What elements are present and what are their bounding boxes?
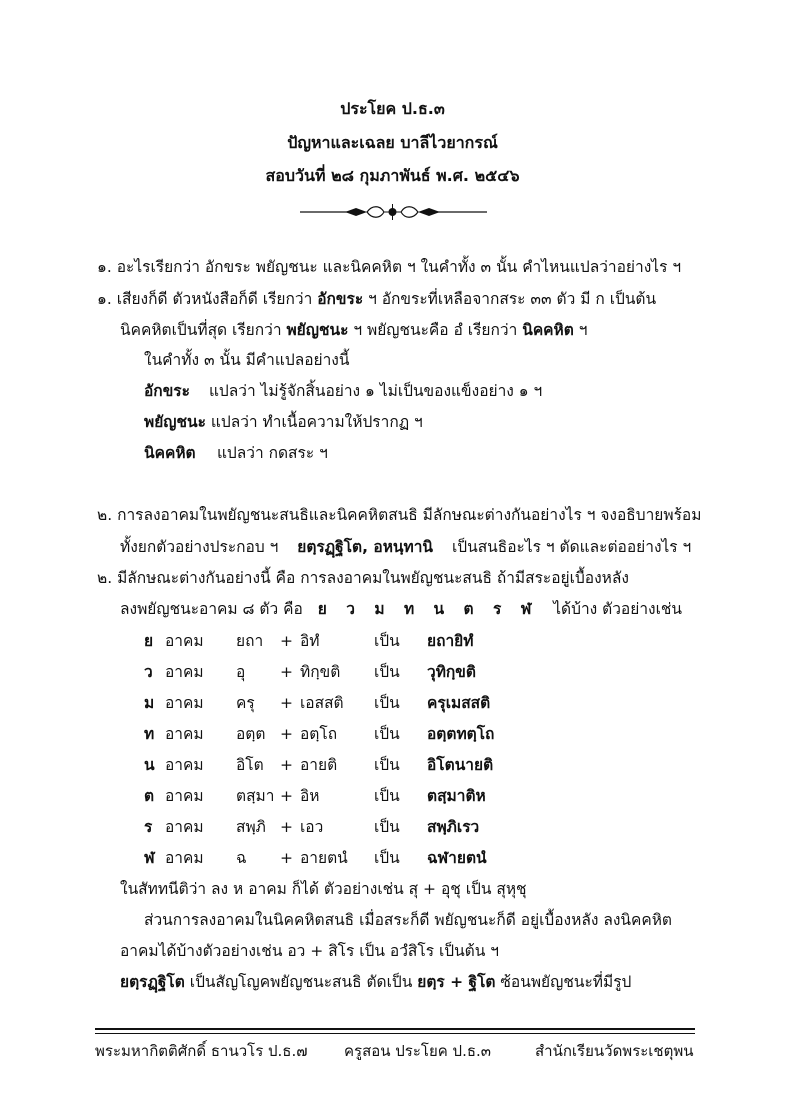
example-row xyxy=(0,722,785,746)
result-word: ครุเมสสติ xyxy=(427,694,491,712)
result-word: ยถายิทํ xyxy=(427,632,474,650)
agama-letter: ฬ xyxy=(144,849,155,867)
footer-author: พระมหากิตติศักดิ์ ธานวโร ป.ธ.๗ xyxy=(95,1042,308,1060)
q2-question-line-1: ๒. การลงอาคมในพยัญชนะสนธิและนิคคหิตสนธิ มีลักษณะต่างกันอย่างไร ฯ จงอธิบายพร้อม xyxy=(97,506,702,524)
agama-letter: ว xyxy=(144,663,153,681)
header-line-1: ประโยค ป.ธ.๓ xyxy=(340,99,445,118)
base-word: ฉ xyxy=(236,849,247,867)
definition-term: อักขระ xyxy=(144,382,190,400)
second-word: เอสสติ xyxy=(300,694,344,712)
agama-letter: ต xyxy=(144,787,155,805)
agama-letter: ย xyxy=(144,632,154,650)
is-label: เป็น xyxy=(374,694,400,712)
example-row xyxy=(0,846,785,870)
example-words: ยตฺรฏฺฐิโต, อหนฺทานิ xyxy=(297,538,434,556)
example-row xyxy=(0,815,785,839)
example-row xyxy=(0,629,785,653)
definition-text: แปลว่า ทำเนื้อความให้ปรากฏ ฯ xyxy=(210,413,423,431)
plus-sign: + xyxy=(280,725,293,743)
example-row xyxy=(0,691,785,715)
is-label: เป็น xyxy=(374,818,400,836)
header-line-2: ปัญหาและเฉลย บาลีไวยากรณ์ xyxy=(287,133,498,152)
text: ได้บ้าง ตัวอย่างเช่น xyxy=(553,600,683,618)
text: ลงพยัญชนะอาคม ๘ ตัว คือ xyxy=(120,600,303,618)
footer-role: ครูสอน ประโยค ป.ธ.๓ xyxy=(344,1042,492,1060)
agama-label: อาคม xyxy=(165,632,204,650)
text: ฯ xyxy=(578,321,588,339)
text: ซ้อนพยัญชนะที่มีรูป xyxy=(500,973,632,991)
q1-question: ๑. อะไรเรียกว่า อักขระ พยัญชนะ และนิคคหิต ฯ ในคำทั้ง ๓ นั้น คำไหนแปลว่าอย่างไร ฯ xyxy=(97,258,682,276)
plus-sign: + xyxy=(280,694,293,712)
agama-label: อาคม xyxy=(165,663,204,681)
example-row xyxy=(0,753,785,777)
example-row xyxy=(0,660,785,684)
split-word: ยตฺร + ฐิโต xyxy=(417,973,496,991)
q2-after-line-1: ในสัททนีติว่า ลง ห อาคม ก็ได้ ตัวอย่างเช่น สุ + อุชุ เป็น สุหุชุ xyxy=(120,880,527,898)
agama-letter: ร xyxy=(144,818,153,836)
q1-answer-line-1 xyxy=(97,288,656,310)
footer-institution: สำนักเรียนวัดพระเชตุพน xyxy=(535,1042,694,1060)
base-word: อุ xyxy=(236,663,246,681)
q1-answer-line-2 xyxy=(120,319,588,341)
plus-sign: + xyxy=(280,632,293,650)
base-word: อิโต xyxy=(236,756,264,774)
term-nikkhahit: นิคคหิต xyxy=(522,321,574,339)
agama-label: อาคม xyxy=(165,787,204,805)
agama-label: อาคม xyxy=(165,818,204,836)
base-word: สพฺภิ xyxy=(236,818,266,836)
base-word: อตฺต xyxy=(236,725,266,743)
term-akkhara: อักขระ xyxy=(317,290,364,308)
text: ฯ พยัญชนะคือ อํ เรียกว่า xyxy=(353,321,518,339)
plus-sign: + xyxy=(280,756,293,774)
second-word: ทิกฺขติ xyxy=(300,663,341,681)
q2-after-line-3: อาคมได้บ้างตัวอย่างเช่น อว + สิโร เป็น อวํสิโร เป็นต้น ฯ xyxy=(120,942,499,960)
result-word: อิโตนายติ xyxy=(427,756,494,774)
header-line-3: สอบวันที่ ๒๘ กุมภาพันธ์ พ.ศ. ๒๕๔๖ xyxy=(265,166,520,185)
q1-definition-2 xyxy=(144,411,423,433)
text: ฯ อักขระที่เหลือจากสระ ๓๓ ตัว มี ก เป็นต้น xyxy=(368,290,657,308)
footer-rule-thick xyxy=(95,1028,695,1030)
footer-rule-thin xyxy=(95,1033,695,1034)
agama-label: อาคม xyxy=(165,725,204,743)
second-word: อายตนํ xyxy=(300,849,348,867)
is-label: เป็น xyxy=(374,663,400,681)
text: เป็นสนธิอะไร ฯ ตัดและต่ออย่างไร ฯ xyxy=(451,538,692,556)
is-label: เป็น xyxy=(374,849,400,867)
definition-text: แปลว่า กดสระ ฯ xyxy=(216,444,328,462)
text: ทั้งยกตัวอย่างประกอบ ฯ xyxy=(120,538,279,556)
base-word: ครุ xyxy=(236,694,255,712)
agama-letters: ย ว ม ท น ต ร ฬ xyxy=(317,600,539,618)
is-label: เป็น xyxy=(374,632,400,650)
q2-question-line-2 xyxy=(120,536,691,558)
agama-letter: ท xyxy=(144,725,155,743)
agama-label: อาคม xyxy=(165,756,204,774)
is-label: เป็น xyxy=(374,787,400,805)
result-word: สพฺภิเรว xyxy=(427,818,480,836)
base-word: ยถา xyxy=(236,632,264,650)
is-label: เป็น xyxy=(374,725,400,743)
result-word: ตสฺมาติห xyxy=(427,787,486,805)
text: นิคคหิตเป็นที่สุด เรียกว่า xyxy=(120,321,282,339)
plus-sign: + xyxy=(280,818,293,836)
second-word: อิห xyxy=(300,787,320,805)
second-word: อตฺโถ xyxy=(300,725,338,743)
plus-sign: + xyxy=(280,787,293,805)
plus-sign: + xyxy=(280,663,293,681)
second-word: อิทํ xyxy=(300,632,320,650)
agama-letter: ม xyxy=(144,694,155,712)
second-word: อายติ xyxy=(300,756,338,774)
agama-letter: น xyxy=(144,756,155,774)
plus-sign: + xyxy=(280,849,293,867)
q2-after-line-2: ส่วนการลงอาคมในนิคคหิตสนธิ เมื่อสระก็ดี พยัญชนะก็ดี อยู่เบื้องหลัง ลงนิคคหิต xyxy=(144,911,672,929)
text: เป็นสัญโญคพยัญชนะสนธิ ตัดเป็น xyxy=(189,973,413,991)
term-byanchana: พยัญชนะ xyxy=(286,321,349,339)
q1-answer-line-3: ในคำทั้ง ๓ นั้น มีคำแปลอย่างนี้ xyxy=(144,351,350,369)
agama-label: อาคม xyxy=(165,849,204,867)
agama-label: อาคม xyxy=(165,694,204,712)
base-word: ตสฺมา xyxy=(236,787,275,805)
q2-answer-line-2 xyxy=(120,598,682,620)
q2-answer-line-1: ๒. มีลักษณะต่างกันอย่างนี้ คือ การลงอาคมในพยัญชนะสนธิ ถ้ามีสระอยู่เบื้องหลัง xyxy=(97,569,629,587)
definition-term: พยัญชนะ xyxy=(144,413,206,431)
definition-term: นิคคหิต xyxy=(144,444,196,462)
example-word: ยตฺรฏฺฐิโต xyxy=(120,973,185,991)
q2-after-line-4 xyxy=(120,971,631,993)
text: ๑. เสียงก็ดี ตัวหนังสือก็ดี เรียกว่า xyxy=(97,290,313,308)
q1-definition-3 xyxy=(144,442,328,464)
ornament-divider xyxy=(0,199,785,225)
q1-definition-1 xyxy=(144,380,542,402)
result-word: ฉฬายตนํ xyxy=(427,849,487,867)
is-label: เป็น xyxy=(374,756,400,774)
result-word: วุทิกฺขติ xyxy=(427,663,476,681)
result-word: อตฺตทตฺโถ xyxy=(427,725,495,743)
definition-text: แปลว่า ไม่รู้จักสิ้นอย่าง ๑ ไม่เป็นของแข็งอย่าง ๑ ฯ xyxy=(208,382,543,400)
second-word: เอว xyxy=(300,818,324,836)
example-row xyxy=(0,784,785,808)
